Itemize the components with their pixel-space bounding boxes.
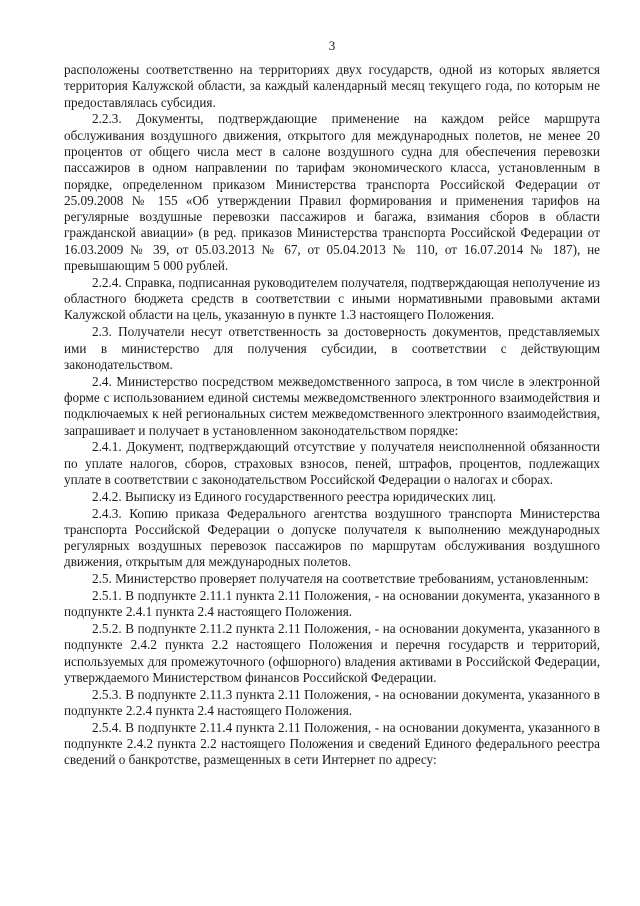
paragraph: 2.3. Получатели несут ответственность за достоверность документов, представляемых ими в министерство для получения субсидии, в соответствии с действующим законодательством. (64, 324, 600, 372)
page-number: 3 (328, 38, 336, 53)
paragraph: 2.5.3. В подпункте 2.11.3 пункта 2.11 Положения, - на основании документа, указанного в подпункте 2.2.4 пункта 2.4 настоящего Положения. (64, 686, 600, 719)
paragraph: расположены соответственно на территориях двух государств, одной из которых является территория Калужской области, за каждый календарный месяц текущего года, по которым не предоставлялась субсидия. (64, 62, 600, 110)
document-body (64, 62, 600, 769)
paragraph: 2.5. Министерство проверяет получателя на соответствие требованиям, установленным: (92, 571, 589, 587)
paragraph: 2.4.1. Документ, подтверждающий отсутствие у получателя неисполненной обязанности по уплате налогов, сборов, страховых взносов, пеней, штрафов, процентов, подлежащих уплате в соответствии с законодательством Российской Федерации о налогах и сборах. (64, 439, 600, 487)
paragraph: 2.4.3. Копию приказа Федерального агентства воздушного транспорта Министерства транспорта Российской Федерации о допуске получателя к выполнению международных регулярных воздушных перевозок пассажиров по маршрутам обслуживания воздушного движения, открытым для международных полетов. (64, 505, 600, 570)
paragraph: 2.5.2. В подпункте 2.11.2 пункта 2.11 Положения, - на основании документа, указанного в подпункте 2.4.2 пункта 2.2 настоящего Положения и перечня государств и территорий, используемых для промежуточного (офшорного) владения активами в Российской Федерации, утверждаемого Министерством финансов Российской Федерации. (64, 621, 600, 685)
paragraph: 2.4.2. Выписку из Единого государственного реестра юридических лиц. (92, 488, 497, 504)
paragraph: 2.5.1. В подпункте 2.11.1 пункта 2.11 Положения, - на основании документа, указанного в подпункте 2.4.1 пункта 2.4 настоящего Положения. (64, 588, 600, 620)
paragraph: 2.2.4. Справка, подписанная руководителем получателя, подтверждающая неполучение из областного бюджета средств в соответствии с иными нормативными правовыми актами Калужской области на цель, указанную в пункте 1.3 настоящего Положения. (64, 274, 600, 323)
paragraph: 2.5.4. В подпункте 2.11.4 пункта 2.11 Положения, - на основании документа, указанного в подпункте 2.4.2 пункта 2.2 настоящего Положения и сведений Единого федерального реестра сведений о банкротстве, размещенных в сети Интернет по адресу: (64, 719, 600, 768)
paragraph: 2.4. Министерство посредством межведомственного запроса, в том числе в электронной форме с использованием единой системы межведомственного электронного взаимодействия и подключаемых к ней региональных систем межведомственного электронного взаимодействия, запрашивает и получает в установленном законодательством порядке: (64, 373, 600, 438)
paragraph: 2.2.3. Документы, подтверждающие применение на каждом рейсе маршрута обслуживания воздушного движения, открытого для международных полетов, не менее 20 процентов от общего числа мест в салоне воздушного судна для обеспечения перевозки пассажиров в одном направлении по тарифам экономического класса, установленным в порядке, определенном приказом Министерства транспорта Российской Федерации от 25.09.2008 № 155 «Об утверждении Правил формирования и применения тарифов на регулярные воздушные перевозки пассажиров и багажа, взимания сборов в области гражданской авиации» (в ред. приказов Министерства транспорта Российской Федерации от 16.03.2009 № 39, от 05.03.2013 № 67, от 05.04.2013 № 110, от 16.07.2014 № 187), не превышающим 5 000 рублей. (64, 111, 600, 274)
